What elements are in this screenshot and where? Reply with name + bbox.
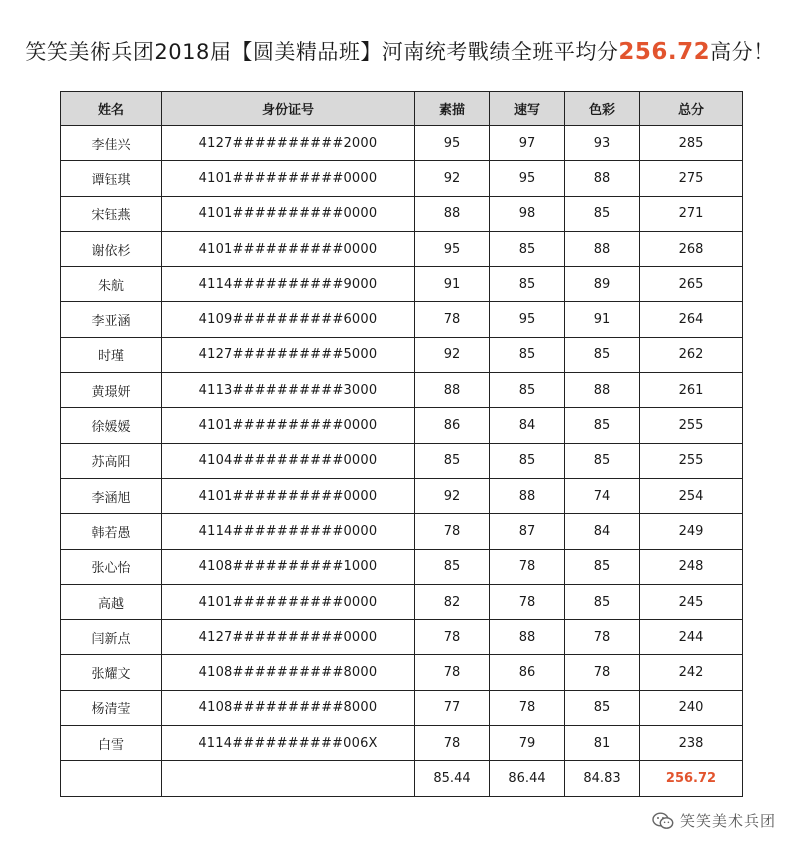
cell-id: 4101##########0000 [162,408,415,443]
table-row [61,231,743,266]
cell-sketch: 88 [415,373,490,408]
cell-name: 谭钰琪 [61,161,162,196]
cell-sketch: 95 [415,231,490,266]
cell-total: 255 [640,408,743,443]
cell-color: 85 [565,196,640,231]
table-row [61,373,743,408]
cell-color: 85 [565,443,640,478]
average-name [61,761,162,796]
cell-sketch: 82 [415,584,490,619]
table-body [61,126,743,797]
table-row [61,126,743,161]
footer-brand: 笑笑美术兵团 [679,812,776,830]
table-row [61,408,743,443]
cell-color: 85 [565,584,640,619]
cell-sketch: 92 [415,478,490,513]
page-title [0,36,800,66]
cell-quick-sketch: 95 [490,302,565,337]
cell-quick-sketch: 85 [490,373,565,408]
cell-total: 254 [640,478,743,513]
score-table [60,91,743,797]
cell-name: 张耀文 [61,655,162,690]
cell-color: 74 [565,478,640,513]
cell-total: 238 [640,726,743,761]
cell-sketch: 88 [415,196,490,231]
cell-color: 91 [565,302,640,337]
cell-sketch: 92 [415,337,490,372]
cell-name: 闫新点 [61,620,162,655]
cell-quick-sketch: 88 [490,478,565,513]
cell-total: 242 [640,655,743,690]
average-sketch: 85.44 [415,761,490,796]
cell-color: 85 [565,690,640,725]
cell-id: 4127##########5000 [162,337,415,372]
average-total: 256.72 [640,761,743,796]
table-row [61,620,743,655]
cell-sketch: 85 [415,549,490,584]
cell-total: 264 [640,302,743,337]
cell-name: 李亚涵 [61,302,162,337]
header-id: 身份证号 [162,92,415,126]
table-row [61,690,743,725]
cell-name: 张心怡 [61,549,162,584]
cell-sketch: 78 [415,655,490,690]
cell-quick-sketch: 98 [490,196,565,231]
header-row [61,92,743,126]
title-average: 256.72 [618,39,711,65]
cell-quick-sketch: 78 [490,549,565,584]
cell-sketch: 78 [415,514,490,549]
title-middle: 届【圆美精品班】河南统考戰绩全班平均分 [209,40,619,64]
average-row [61,761,743,796]
cell-sketch: 95 [415,126,490,161]
title-prefix: 笑笑美術兵团 [25,40,155,64]
cell-id: 4127##########2000 [162,126,415,161]
average-id [162,761,415,796]
cell-color: 88 [565,373,640,408]
header-sketch: 素描 [415,92,490,126]
cell-total: 255 [640,443,743,478]
cell-sketch: 78 [415,302,490,337]
table-row [61,726,743,761]
table-row [61,584,743,619]
cell-total: 268 [640,231,743,266]
cell-id: 4127##########0000 [162,620,415,655]
cell-id: 4101##########0000 [162,231,415,266]
header-total: 总分 [640,92,743,126]
cell-total: 249 [640,514,743,549]
table-row [61,161,743,196]
cell-sketch: 91 [415,267,490,302]
cell-total: 248 [640,549,743,584]
header-quick-sketch: 速写 [490,92,565,126]
cell-quick-sketch: 85 [490,443,565,478]
table-row [61,514,743,549]
cell-id: 4101##########0000 [162,584,415,619]
cell-total: 275 [640,161,743,196]
cell-quick-sketch: 88 [490,620,565,655]
table-row [61,478,743,513]
cell-total: 261 [640,373,743,408]
cell-name: 宋钰燕 [61,196,162,231]
cell-sketch: 78 [415,726,490,761]
cell-total: 285 [640,126,743,161]
cell-name: 谢依杉 [61,231,162,266]
cell-name: 黄璟妍 [61,373,162,408]
cell-quick-sketch: 85 [490,267,565,302]
cell-sketch: 77 [415,690,490,725]
cell-color: 89 [565,267,640,302]
table-row [61,337,743,372]
table-row [61,302,743,337]
cell-id: 4114##########0000 [162,514,415,549]
average-quick-sketch: 86.44 [490,761,565,796]
header-color: 色彩 [565,92,640,126]
cell-color: 78 [565,655,640,690]
average-color: 84.83 [565,761,640,796]
cell-quick-sketch: 85 [490,231,565,266]
footer-watermark [652,810,776,831]
title-year: 2018 [154,40,210,64]
table-row [61,443,743,478]
table-row [61,267,743,302]
cell-name: 杨清莹 [61,690,162,725]
cell-id: 4114##########006X [162,726,415,761]
cell-color: 84 [565,514,640,549]
cell-total: 240 [640,690,743,725]
cell-quick-sketch: 84 [490,408,565,443]
cell-sketch: 78 [415,620,490,655]
cell-quick-sketch: 87 [490,514,565,549]
cell-color: 81 [565,726,640,761]
cell-id: 4108##########8000 [162,690,415,725]
cell-color: 85 [565,549,640,584]
cell-quick-sketch: 95 [490,161,565,196]
cell-color: 85 [565,408,640,443]
cell-color: 85 [565,337,640,372]
cell-id: 4101##########0000 [162,161,415,196]
cell-id: 4114##########9000 [162,267,415,302]
cell-name: 徐媛媛 [61,408,162,443]
cell-sketch: 92 [415,161,490,196]
cell-quick-sketch: 79 [490,726,565,761]
cell-id: 4101##########0000 [162,196,415,231]
cell-id: 4101##########0000 [162,478,415,513]
cell-name: 朱航 [61,267,162,302]
cell-color: 88 [565,231,640,266]
cell-total: 262 [640,337,743,372]
cell-sketch: 86 [415,408,490,443]
cell-name: 韩若愚 [61,514,162,549]
cell-id: 4113##########3000 [162,373,415,408]
cell-quick-sketch: 97 [490,126,565,161]
cell-name: 李涵旭 [61,478,162,513]
cell-color: 78 [565,620,640,655]
table-row [61,655,743,690]
cell-quick-sketch: 86 [490,655,565,690]
cell-name: 时瑾 [61,337,162,372]
cell-id: 4109##########6000 [162,302,415,337]
cell-name: 李佳兴 [61,126,162,161]
cell-quick-sketch: 78 [490,690,565,725]
cell-name: 苏高阳 [61,443,162,478]
cell-id: 4108##########8000 [162,655,415,690]
cell-color: 88 [565,161,640,196]
cell-quick-sketch: 85 [490,337,565,372]
cell-quick-sketch: 78 [490,584,565,619]
cell-total: 265 [640,267,743,302]
cell-total: 244 [640,620,743,655]
cell-sketch: 85 [415,443,490,478]
cell-name: 高越 [61,584,162,619]
table-row [61,196,743,231]
cell-total: 245 [640,584,743,619]
cell-name: 白雪 [61,726,162,761]
table-row [61,549,743,584]
cell-total: 271 [640,196,743,231]
header-name: 姓名 [61,92,162,126]
cell-id: 4108##########1000 [162,549,415,584]
cell-color: 93 [565,126,640,161]
title-suffix: 高分！ [710,40,775,64]
wechat-icon [652,812,674,830]
cell-id: 4104##########0000 [162,443,415,478]
